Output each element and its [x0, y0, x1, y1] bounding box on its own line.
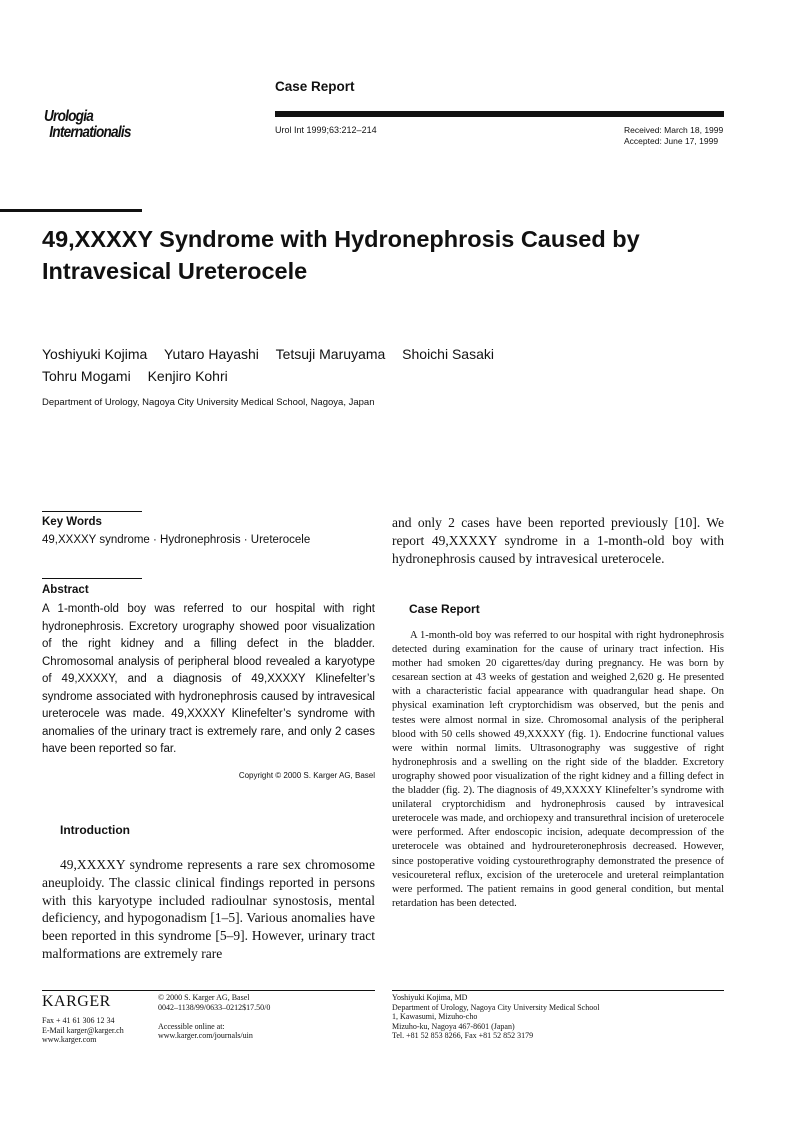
- introduction-continuation: and only 2 cases have been reported previously [10]. We report 49,XXXXY syndrome in a 1-month-old boy with hydronephrosis caused by intravesical ureterocele.: [392, 515, 724, 566]
- introduction-text: 49,XXXXY syndrome represents a rare sex chromosome aneuploidy. The classic clinical findings reported in persons with this karyotype included radioulnar synostosis, mental deficiency, and hypogonadism [1–5]. Various anomalies have been reported in this syndrome [5–9]. However, urinary tract malformations are extremely rare: [42, 857, 375, 961]
- journal-name-line2: Internationalis: [49, 124, 131, 141]
- karger-logo: KARGER: [42, 993, 111, 1010]
- header-rule: [275, 111, 724, 117]
- footer-rule-left: [42, 990, 375, 991]
- abstract-rule: [42, 578, 142, 579]
- citation: Urol Int 1999;63:212–214: [275, 125, 377, 135]
- case-report-text: A 1-month-old boy was referred to our hospital with right hydronephrosis detected during examination for the cause of urinary tract infection. His mother had smoken 20 cigarettes/day during pregnancy. He was born by cesarean section at 43 weeks of gestation and weighed 2,620 g. He presented with a characteristic facial appearance with quadrangular head shape. On physical examination left cryptorchidism was observed, but the penis and testes were almost normal in size. Chromosomal analysis of the peripheral blood with 50 cells showed 49,XXXXY (fig. 1). Endocrine functional values were within normal limits. Ultrasonography was suggestive of right hydronephrosis and a swelling on the right side of the bladder. Excretory urography showed poor visualization of the right kidney and a filling defect in the bladder (fig. 2). The diagnosis of 49,XXXXY Klinefelter’s syndrome with unilateral cryptorchidism and hydronephrosis caused by intravesical ureterocele was made, and orchiopexy and transurethral incision of ureterocele were performed. After endoscopic incision, adequate decompression of the ureterocele was obtained and hydroureteronephrosis decreased. However, since postoperative voiding cystourethrography demonstrated the presence of vesicoureteral reflux, excision of the ureterocele and ureteral reimplantation were performed. The patient remains in good general condition, but mental retardation has been detected.: [392, 630, 724, 909]
- corr-addr1: 1, Kawasumi, Mizuho-cho: [392, 1012, 478, 1021]
- accepted-date: Accepted: June 17, 1999: [624, 136, 719, 146]
- key-words-rule: [42, 511, 142, 512]
- received-date: Received: March 18, 1999: [624, 125, 724, 135]
- author-line-2: [42, 365, 507, 387]
- corr-tel: Tel. +81 52 853 8266, Fax +81 52 852 3179: [392, 1031, 534, 1040]
- case-report-heading: Case Report: [409, 602, 480, 616]
- received-dates: [624, 125, 723, 147]
- author: Shoichi Sasaki: [402, 346, 494, 362]
- corr-dept: Department of Urology, Nagoya City University Medical School: [392, 1002, 600, 1012]
- affiliation: Department of Urology, Nagoya City University Medical School, Nagoya, Japan: [42, 397, 375, 408]
- journal-name-line1: Urologia: [44, 108, 93, 125]
- publication-info: [158, 993, 270, 1041]
- author-list: [42, 343, 507, 387]
- publisher-contact: [42, 1016, 124, 1045]
- author: Yutaro Hayashi: [163, 346, 259, 362]
- author: Yoshiyuki Kojima: [42, 346, 148, 362]
- abstract-heading: Abstract: [42, 584, 89, 596]
- introduction-heading: Introduction: [60, 823, 130, 837]
- author: Kenjiro Kohri: [147, 368, 228, 384]
- footer-rule-right: [392, 990, 724, 991]
- footer-online-label: Accessible online at:: [158, 1021, 225, 1031]
- corr-name: Yoshiyuki Kojima, MD: [392, 993, 468, 1002]
- article-title: 49,XXXXY Syndrome with Hydronephrosis Caused by Intravesical Ureterocele: [42, 226, 640, 284]
- author: Tetsuji Maruyama: [275, 346, 386, 362]
- abstract-text: A 1-month-old boy was referred to our hospital with right hydronephrosis. Excretory urography showed poor visualization of the right kidney and a filling defect in the bladder. Chromosomal analysis of peripheral blood revealed a karyotype of 49,XXXXY, and a diagnosis of 49,XXXXY Klinefelter’s syndrome associated with hydronephrosis caused by intravesical ureterocele was made. 49,XXXXY Klinefelter’s syndrome with anomalies of the urinary tract is extremely rare, and only 2 cases have been reported so far.: [42, 603, 375, 755]
- section-label: Case Report: [275, 79, 355, 94]
- journal-logo: [44, 109, 131, 141]
- key-words-heading: Key Words: [42, 516, 102, 528]
- publisher-email: E-Mail karger@karger.ch: [42, 1025, 124, 1035]
- key-words-text: 49,XXXXY syndrome · Hydronephrosis · Ureterocele: [42, 534, 311, 546]
- footer-online-url: www.karger.com/journals/uin: [158, 1031, 253, 1040]
- footer-copyright: © 2000 S. Karger AG, Basel: [158, 993, 250, 1002]
- footer-spacer: [158, 1012, 270, 1022]
- title-rule: [0, 209, 142, 212]
- author: Tohru Mogami: [42, 368, 131, 384]
- footer-issn: 0042–1138/99/0633–0212$17.50/0: [158, 1002, 271, 1012]
- correspondence-address: [392, 993, 599, 1041]
- publisher-fax: Fax + 41 61 306 12 34: [42, 1016, 115, 1025]
- corr-addr2: Mizuho-ku, Nagoya 467-8601 (Japan): [392, 1021, 515, 1031]
- publisher-web: www.karger.com: [42, 1035, 97, 1044]
- author-line-1: [42, 343, 507, 365]
- abstract-copyright: Copyright © 2000 S. Karger AG, Basel: [238, 771, 375, 780]
